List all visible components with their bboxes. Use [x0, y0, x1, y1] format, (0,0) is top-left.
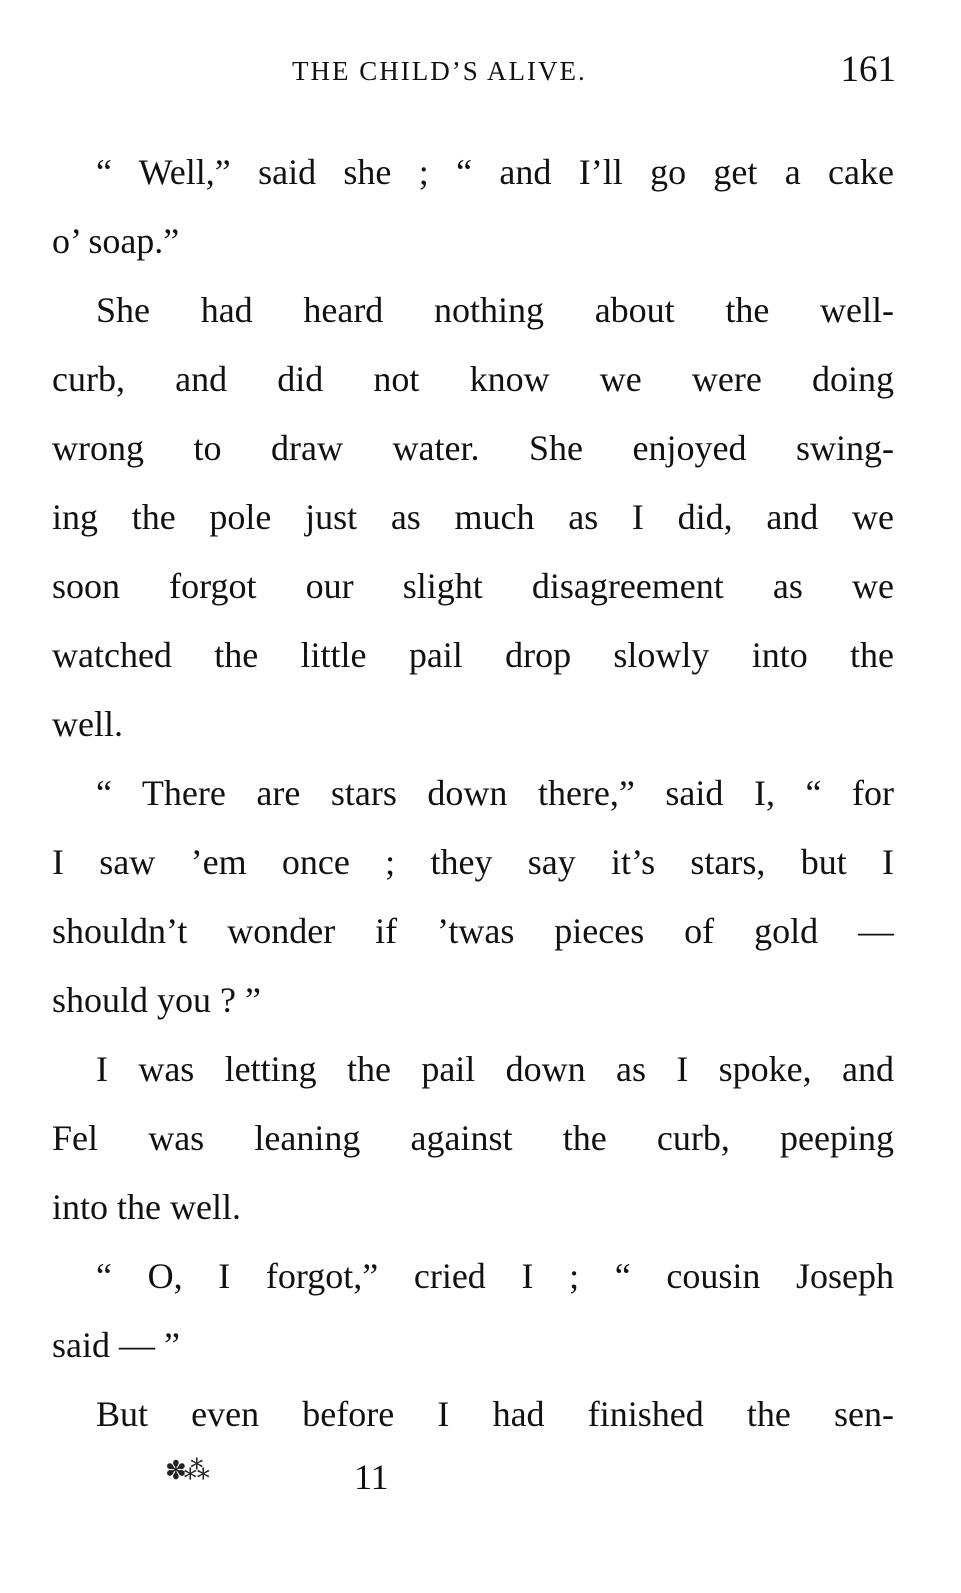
text-line: should you ? ”	[52, 980, 261, 1020]
signature-number: 11	[354, 1457, 389, 1497]
body-text	[52, 138, 894, 1449]
page-header	[52, 48, 896, 98]
text-line: curb, and did not know we were doing	[52, 359, 894, 399]
text-line: ing the pole just as much as I did, and we	[52, 497, 894, 537]
text-line: But even before I had finished the sen-	[96, 1394, 894, 1434]
text-line: “ There are stars down there,” said I, “ for	[96, 773, 894, 813]
text-line: watched the little pail drop slowly into the	[52, 635, 894, 675]
text-line: shouldn’t wonder if ’twas pieces of gold —	[52, 911, 894, 951]
text-line: I was letting the pail down as I spoke, and	[96, 1049, 894, 1089]
text-line: o’ soap.”	[52, 221, 180, 261]
text-line: well.	[52, 704, 123, 744]
text-line: Fel was leaning against the curb, peeping	[52, 1118, 894, 1158]
text-line: I saw ’em once ; they say it’s stars, but I	[52, 842, 894, 882]
text-line: into the well.	[52, 1187, 241, 1227]
text-line: “ O, I forgot,” cried I ; “ cousin Joseph	[96, 1256, 894, 1296]
text-line: She had heard nothing about the well-	[96, 290, 894, 330]
page-number: 161	[840, 49, 896, 90]
text-line: said — ”	[52, 1325, 180, 1365]
text-line: soon forgot our slight disagreement as we	[52, 566, 894, 606]
printer-ornament: ✽⁂	[165, 1456, 207, 1485]
text-line: “ Well,” said she ; “ and I’ll go get a cake	[96, 152, 894, 192]
running-title: THE CHILD’S ALIVE.	[292, 56, 587, 86]
text-line: wrong to draw water. She enjoyed swing-	[52, 428, 894, 468]
